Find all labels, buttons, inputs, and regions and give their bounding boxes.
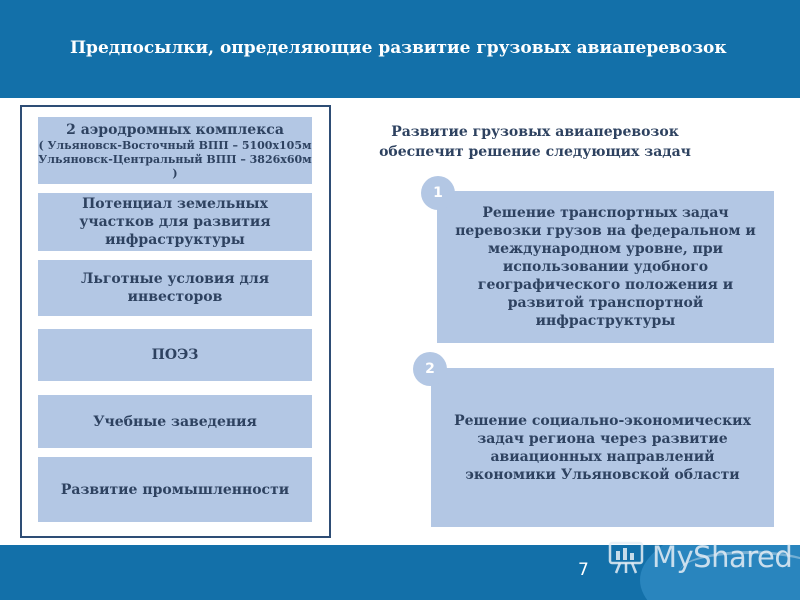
page-number: 7 [578, 560, 589, 580]
tasks-heading [355, 122, 715, 162]
prerequisite-industry-title: Развитие промышленности [60, 481, 290, 498]
prerequisite-land-title: Потенциал земельных участков для развития инфраструктуры [79, 196, 271, 248]
task-1-text: Решение транспортных задач перевозки грузов на федеральном и международном уровне, при использовании удобного географического положения и развитой транспортной инфраструктуры [455, 205, 756, 329]
tasks-heading-line-2: обеспечит решение следующих задач [379, 144, 691, 160]
prerequisite-education-title: Учебные заведения [93, 413, 257, 430]
prerequisite-land [38, 193, 312, 251]
slide-title: Предпосылки, определяющие развитие грузовых авиаперевозок [70, 38, 727, 58]
task-2-number-badge: 2 [413, 352, 447, 386]
prerequisite-airfields [38, 117, 312, 184]
task-2-text: Решение социально-экономических задач региона через развитие авиационных направлений экономики Ульяновской области [454, 412, 751, 483]
task-1-number-badge: 1 [421, 176, 455, 210]
prerequisite-investors [38, 260, 312, 316]
prerequisite-poez-title: ПОЭЗ [151, 347, 199, 363]
task-box-1 [437, 191, 774, 343]
prerequisite-airfields-detail-2: Ульяновск-Центральный ВПП – 3826х60м ) [38, 152, 312, 180]
tasks-heading-line-1: Развитие грузовых авиаперевозок [391, 124, 679, 140]
prerequisite-industry [38, 457, 312, 522]
task-box-2 [431, 368, 774, 527]
prerequisite-airfields-detail-1: ( Ульяновск-Восточный ВПП – 5100х105м [38, 138, 312, 152]
prerequisite-education [38, 395, 312, 448]
prerequisite-airfields-title: 2 аэродромных комплекса [66, 121, 284, 138]
prerequisite-investors-title: Льготные условия для инвесторов [80, 271, 270, 305]
watermark-text: MyShared [652, 540, 793, 574]
watermark-logo [606, 537, 792, 577]
prerequisite-poez [38, 329, 312, 381]
presentation-icon [606, 537, 646, 577]
